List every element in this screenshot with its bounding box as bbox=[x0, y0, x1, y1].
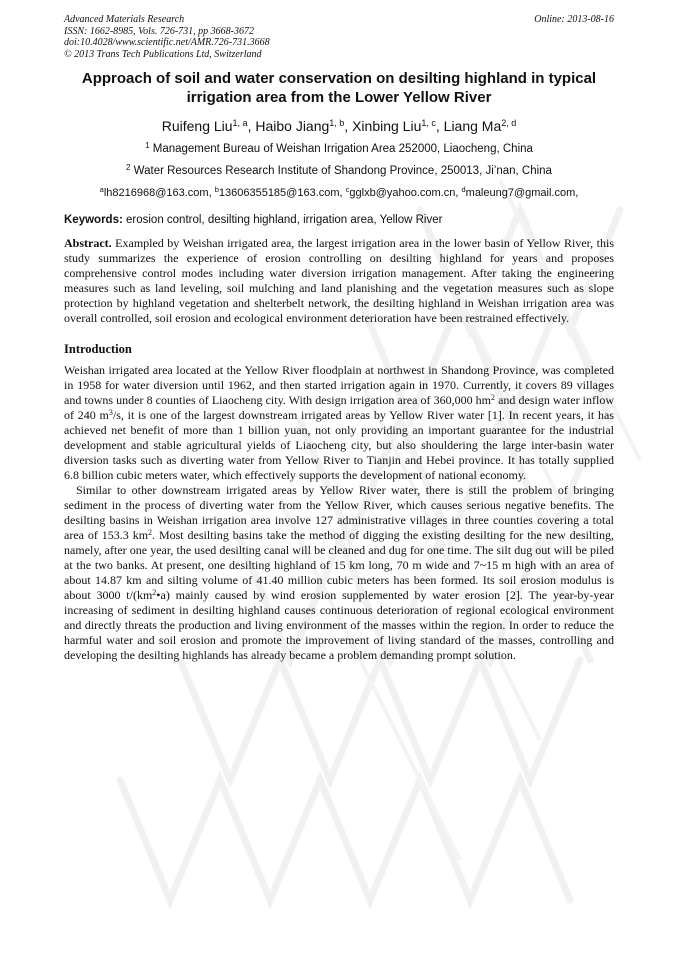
affiliation-text: Water Resources Research Institute of Shandong Province, 250013, Ji’nan, China bbox=[133, 165, 552, 177]
journal-name: Advanced Materials Research bbox=[64, 14, 185, 25]
superscript: 2 bbox=[491, 393, 495, 402]
affiliation-1 bbox=[64, 142, 614, 157]
intro-p1-text: and design water inflow of 240 m bbox=[64, 393, 614, 422]
abstract bbox=[64, 236, 614, 326]
email-sup: b bbox=[214, 185, 219, 194]
email-link[interactable]: 13606355185@163.com, bbox=[218, 187, 343, 199]
keywords-text: erosion control, desilting highland, irrigation area, Yellow River bbox=[126, 214, 443, 226]
paper-page bbox=[64, 14, 614, 663]
intro-p2-text: . Most desilting basins take the method of digging the existing desilting for the new desilting, namely, after one year, the used desilting canal will be cleaned and dug for one time. The silt dug out will be piled at the two banks. At present, one desilting highland of 15 km long, 70 m wide and 7~15 m high with an area of about 14.87 km and silting volume of 41.40 million cubic meters has been formed. Its soil erosion modulus is about 3000 t/(km bbox=[64, 528, 614, 602]
keywords-label: Keywords: bbox=[64, 214, 123, 226]
intro-p1-text: Weishan irrigated area located at the Yellow River floodplain at northwest in Shandong Province, was completed in 1958 for water diversion until 1962, and then started irrigation again in 1970. Currently, it covers 89 villages and towns under 8 counties of Liaocheng city. With design irrigation area of 360,000 hm bbox=[64, 363, 614, 407]
abstract-text: Exampled by Weishan irrigated area, the largest irrigation area in the lower basin of Yellow River, this study summarizes the experience of erosion controlling on desilting highland for years and proposes comprehensive control modes including water diversion irrigation management. After taking the engineering measures such as land leveling, soil mulching and land planishing and the vegetation measures such as slope protection by highland vegetation and shelterbelt network, the desilting highland in Weishan irrigation area was overall controlled, soil erosion and ecological environment deterioration have been restrained effectively. bbox=[64, 236, 614, 325]
copyright-line: © 2013 Trans Tech Publications Ltd, Switzerland bbox=[64, 48, 262, 60]
author-sup: 1, a bbox=[232, 118, 248, 128]
online-date: Online: 2013-08-16 bbox=[534, 14, 614, 25]
paper-title: Approach of soil and water conservation on desilting highland in typical irrigation area from the Lower Yellow River bbox=[81, 70, 597, 106]
intro-paragraph-2 bbox=[64, 483, 614, 663]
email-link[interactable]: gglxb@yahoo.com.cn, bbox=[349, 187, 459, 199]
author-sup: 1, c bbox=[421, 118, 436, 128]
intro-paragraph-1 bbox=[64, 363, 614, 483]
superscript: 3 bbox=[108, 408, 113, 417]
author-name: Xinbing Liu bbox=[352, 118, 422, 134]
author-name: Haibo Jiang bbox=[255, 118, 330, 134]
doi-line: doi:10.4028/www.scientific.net/AMR.726-731.3668 bbox=[64, 37, 270, 48]
email-link[interactable]: lh8216968@163.com, bbox=[103, 187, 212, 199]
email-sup: c bbox=[345, 185, 350, 194]
affiliation-text: Management Bureau of Weishan Irrigation Area 252000, Liaocheng, China bbox=[152, 143, 533, 155]
issn-line: ISSN: 1662-8985, Vols. 726-731, pp 3668-3672 bbox=[64, 25, 254, 37]
email-sup: a bbox=[99, 185, 104, 194]
keywords bbox=[64, 213, 614, 228]
email-link[interactable]: maleung7@gmail.com, bbox=[465, 187, 579, 199]
section-heading-introduction: Introduction bbox=[64, 342, 132, 356]
intro-p1-text: /s, it is one of the largest downstream irrigated areas by Yellow River water [1]. In recent years, it has achieved net benefit of more than 1 billion yuan, not only providing an important guarantee for the industrial development and stable agricultural yields of Liaocheng city, but also shouldering the large inter-basin water diversion tasks such as diverting water from Yellow River to Tianjin and Hebei province. It has totally supplied 6.8 billion cubic meters water, which effectively supports the development of national economy. bbox=[64, 408, 614, 482]
intro-p2-text: Similar to other downstream irrigated areas by Yellow River water, there is still the problem of bringing sediment in the process of diverting water from the Yellow River, which causes serious negative benefits. The desilting basins in Weishan irrigation area involve 127 administrative villages in three counties covering a total area of 153.3 km bbox=[64, 483, 614, 542]
author-sup: 1, b bbox=[329, 118, 345, 128]
affiliation-2 bbox=[64, 164, 614, 179]
journal-header bbox=[64, 14, 614, 60]
email-sup: d bbox=[461, 185, 466, 194]
author-name: Ruifeng Liu bbox=[161, 118, 233, 134]
author-sup: 2, d bbox=[501, 118, 517, 128]
intro-p2-text: •a) mainly caused by wind erosion supplemented by water erosion [2]. The year-by-year increasing of sediment in desilting highland causes continuous deterioration of regional ecological environment and directly threats the production and living environment of the masses within the region. In order to reduce the harmful water and soil erosion and promote the improvement of living standard of the masses, controlling and developing the desilting highlands has already became a problem demanding prompt solution. bbox=[64, 588, 614, 662]
email-list bbox=[64, 186, 614, 201]
superscript: 2 bbox=[152, 588, 157, 597]
abstract-label: Abstract. bbox=[64, 236, 112, 250]
superscript: 2 bbox=[148, 528, 153, 537]
affiliation-sup: 2 bbox=[126, 163, 131, 172]
author-list: Ruifeng Liu$^{1, a}$, Haibo Jiang$^{1, b}$, Xinbing Liu$^{1, c}$, Liang Ma$^{2, d}$ bbox=[161, 118, 517, 134]
author-name: Liang Ma bbox=[443, 118, 502, 134]
affiliation-sup: 1 bbox=[145, 141, 150, 150]
